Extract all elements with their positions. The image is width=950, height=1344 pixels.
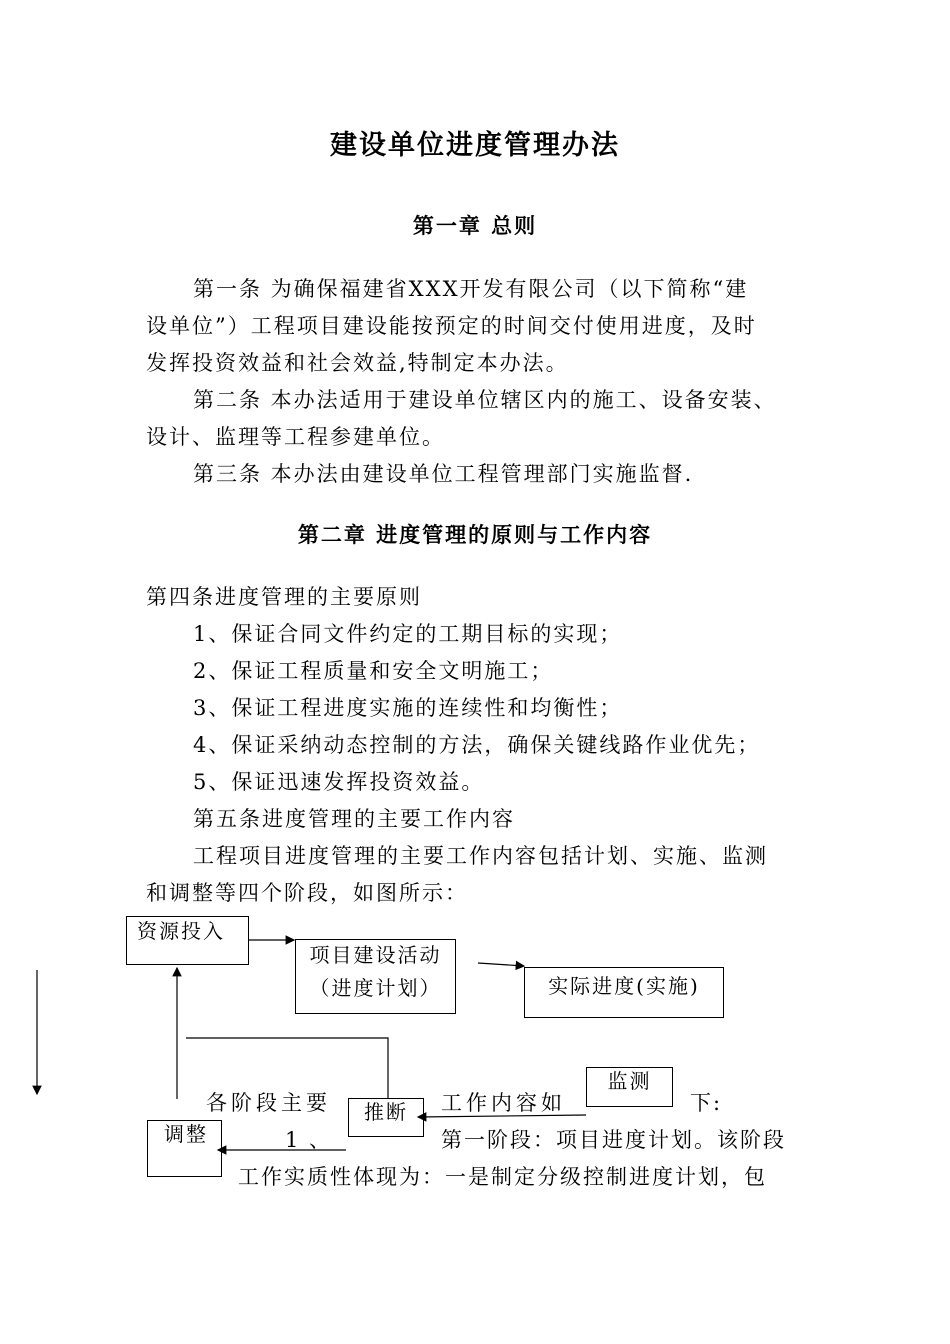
chapter2-heading: 第二章 进度管理的原则与工作内容 — [297, 522, 653, 547]
project-activity-sublabel: （进度计划） — [309, 976, 442, 1000]
actual-progress-label: 实际进度(实施) — [548, 974, 700, 998]
principle-item: 2、保证工程质量和安全文明施工； — [193, 659, 554, 683]
article5-line2: 和调整等四个阶段，如图所示： — [146, 881, 468, 905]
project-activity-box — [295, 939, 456, 1014]
principle-item: 5、保证迅速发挥投资效益。 — [193, 770, 485, 794]
article5-line1: 工程项目进度管理的主要工作内容包括计划、实施、监测 — [193, 844, 768, 868]
chapter1-heading: 第一章 总则 — [412, 213, 538, 238]
project-activity-label: 项目建设活动 — [309, 943, 442, 967]
inference-box — [348, 1098, 424, 1137]
article1-line3: 发挥投资效益和社会效益,特制定本办法。 — [146, 351, 569, 375]
article5-heading: 第五条进度管理的主要工作内容 — [193, 807, 515, 831]
monitoring-box — [586, 1067, 673, 1107]
adjustment-label: 调整 — [164, 1122, 208, 1146]
inference-label: 推断 — [364, 1100, 408, 1124]
arrow-activity-to-actual — [478, 963, 524, 966]
article2-line1: 第二条 本办法适用于建设单位辖区内的施工、设备安装、 — [193, 388, 777, 412]
tail-fragment-c: 下: — [690, 1091, 723, 1115]
tail-fragment-a: 各阶段主要 — [206, 1091, 331, 1115]
resource-input-box — [126, 916, 249, 965]
resource-input-label: 资源投入 — [137, 919, 225, 943]
article1-line1: 第一条 为确保福建省XXX开发有限公司（以下简称“建 — [193, 277, 749, 301]
article4-heading: 第四条进度管理的主要原则 — [146, 585, 422, 609]
monitoring-label: 监测 — [607, 1069, 652, 1093]
article3-line1: 第三条 本办法由建设单位工程管理部门实施监督. — [193, 462, 694, 486]
tail-fragment-b: 工作内容如 — [441, 1091, 566, 1115]
tail-item-number: 1 、 — [285, 1128, 333, 1152]
article2-line2: 设计、监理等工程参建单位。 — [146, 425, 445, 449]
actual-progress-box — [524, 967, 724, 1018]
principle-item: 3、保证工程进度实施的连续性和均衡性； — [193, 696, 623, 720]
document-title: 建设单位进度管理办法 — [330, 130, 620, 161]
article1-line2: 设单位”）工程项目建设能按预定的时间交付使用进度，及时 — [146, 314, 757, 338]
principle-item: 4、保证采纳动态控制的方法，确保关键线路作业优先； — [193, 733, 761, 757]
line-to-inference — [186, 1038, 388, 1098]
principle-item: 1、保证合同文件约定的工期目标的实现； — [193, 622, 623, 646]
adjustment-box — [147, 1120, 222, 1177]
phase1-line1: 第一阶段：项目进度计划。该阶段 — [441, 1128, 786, 1152]
phase1-line2: 工作实质性体现为：一是制定分级控制进度计划，包 — [238, 1165, 767, 1189]
